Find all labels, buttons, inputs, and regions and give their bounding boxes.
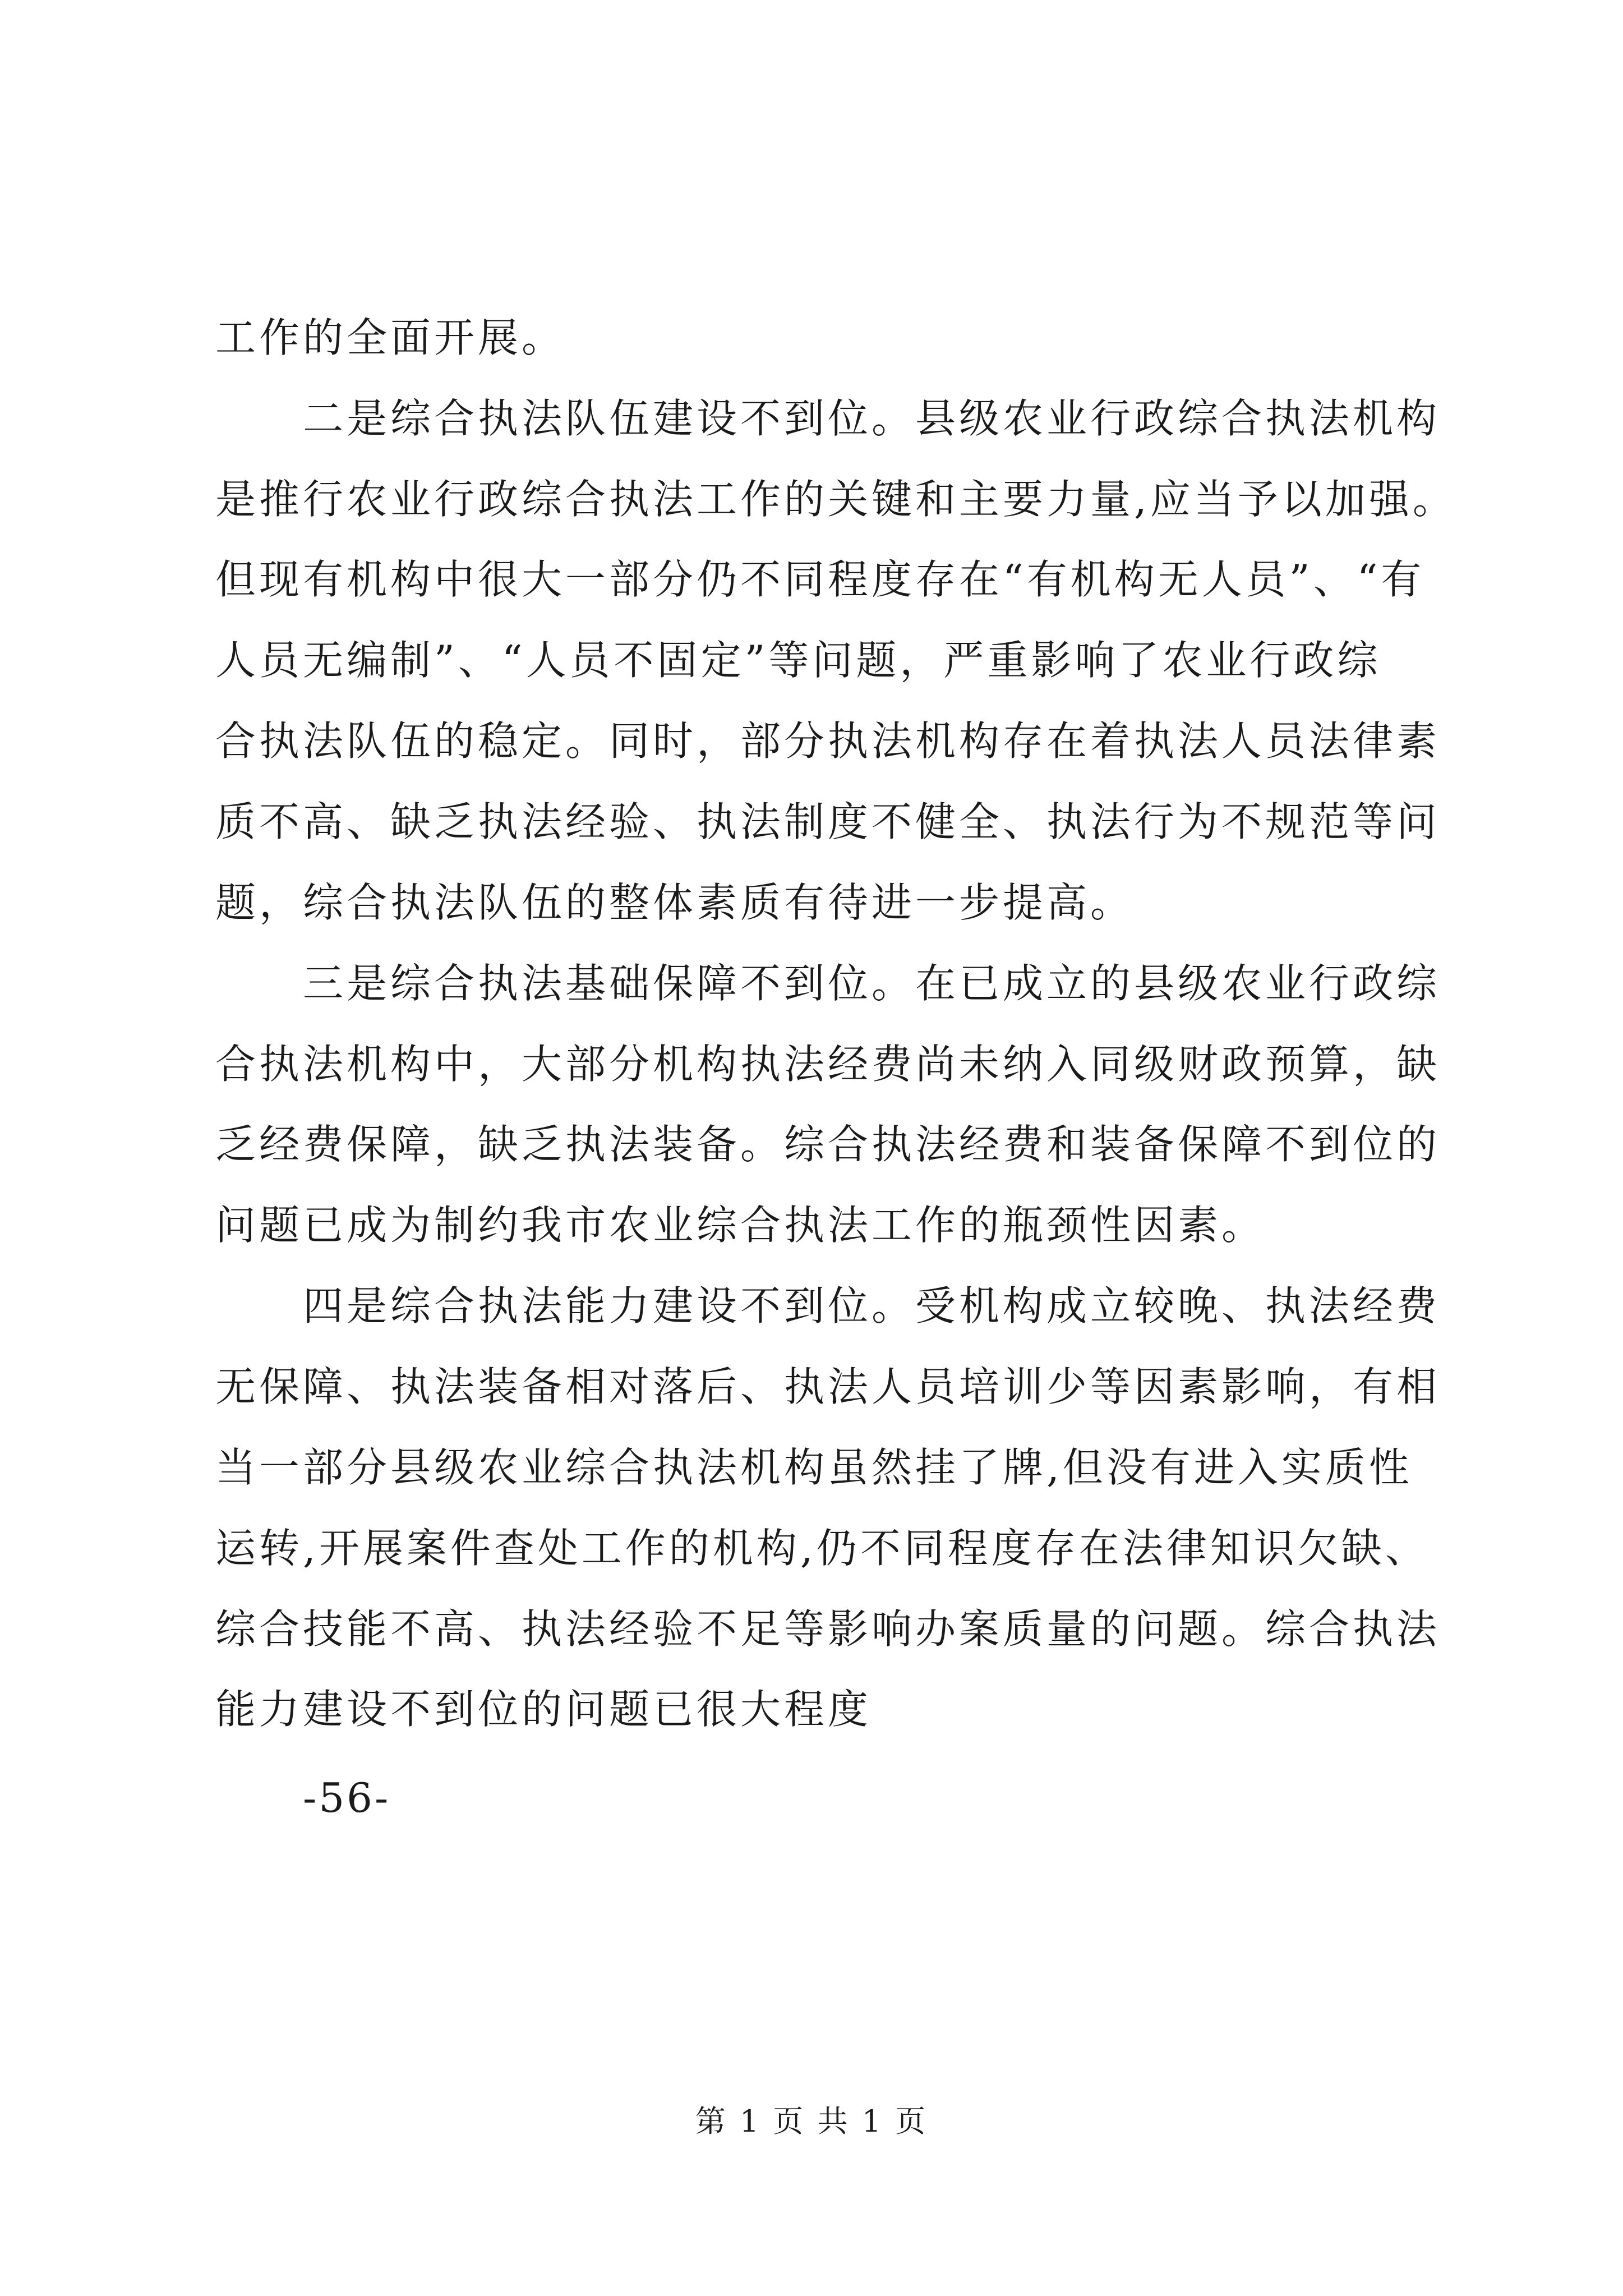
text-line: 人员无编制”、“人员不固定”等问题，严重影响了农业行政综	[215, 637, 1381, 684]
text-line: 无保障、执法装备相对落后、执法人员培训少等因素影响，有相	[215, 1363, 1441, 1410]
text-line: 当一部分县级农业综合执法机构虽然挂了牌,但没有进入实质性	[215, 1444, 1413, 1491]
text-line: 工作的全面开展。	[215, 314, 566, 361]
text-line: 题，综合执法队伍的整体素质有待进一步提高。	[215, 879, 1135, 926]
page-number: -56-	[303, 1774, 391, 1821]
text-line: 乏经费保障，缺乏执法装备。综合执法经费和装备保障不到位的	[215, 1121, 1441, 1168]
page-footer: 第 1 页 共 1 页	[695, 2104, 928, 2139]
paragraph-start-line: 三是综合执法基础保障不到位。在已成立的县级农业行政综	[303, 960, 1441, 1007]
text-line: 问题已成为制约我市农业综合执法工作的瓶颈性因素。	[215, 1202, 1266, 1249]
paragraph-start-line: 二是综合执法队伍建设不到位。县级农业行政综合执法机构	[303, 395, 1441, 442]
text-line: 合执法队伍的稳定。同时，部分执法机构存在着执法人员法律素	[215, 717, 1441, 765]
text-line: 运转,开展案件查处工作的机构,仍不同程度存在法律知识欠缺、	[215, 1525, 1429, 1572]
text-line: 能力建设不到位的问题已很大程度	[215, 1686, 872, 1733]
paragraph-start-line: 四是综合执法能力建设不到位。受机构成立较晚、执法经费	[303, 1282, 1441, 1329]
text-line: 综合技能不高、执法经验不足等影响办案质量的问题。综合执法	[215, 1605, 1441, 1653]
text-line: 是推行农业行政综合执法工作的关键和主要力量,应当予以加强。	[215, 476, 1456, 523]
text-line: 但现有机构中很大一部分仍不同程度存在“有机构无人员”、“有	[215, 556, 1425, 603]
text-line: 质不高、缺乏执法经验、执法制度不健全、执法行为不规范等问	[215, 798, 1441, 845]
text-line: 合执法机构中，大部分机构执法经费尚未纳入同级财政预算，缺	[215, 1041, 1441, 1088]
